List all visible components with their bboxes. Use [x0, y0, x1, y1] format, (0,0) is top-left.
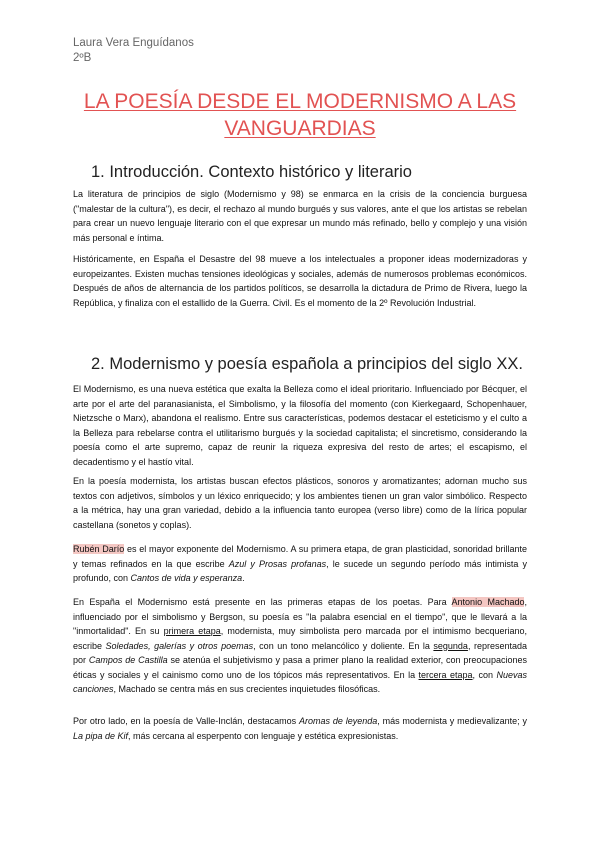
- underlined-term: segunda: [433, 640, 468, 651]
- section2-paragraph-5: [73, 714, 527, 743]
- section1-heading: 1. Introducción. Contexto histórico y literario: [91, 163, 412, 181]
- work-title: Azul y Prosas profanas: [228, 558, 327, 569]
- section2-paragraph-4: [73, 595, 527, 697]
- text-run: , Machado se centra más en sus crecientes inquietudes filosóficas.: [113, 684, 381, 694]
- highlight-antonio-machado: Antonio Machado: [451, 597, 525, 607]
- author-name: Laura Vera Enguídanos: [73, 37, 194, 49]
- work-title: Soledades, galerías y otros poemas: [105, 640, 254, 651]
- text-run: , más cercana al esperpento con lenguaje y estética expresionistas.: [128, 730, 399, 741]
- work-title: Cantos de vida y esperanza: [130, 573, 243, 583]
- section2-paragraph-2: En la poesía modernista, los artistas buscan efectos plásticos, sonoros y aromatizantes; adornan mucho sus textos con adjetivos, símbolos y un léxico enriquecido; y los ambientes tienen un gran valor simbólico. Respecto a la métrica, hay una gran variedad, debido a la influencia tanto europea (verso libre) como de la lírica popular castellana (sonetos y coplas).: [73, 476, 527, 530]
- class-label: 2ºB: [73, 52, 92, 64]
- highlight-ruben-dario: Rubén Darío: [73, 544, 125, 554]
- work-title: Aromas de leyenda: [299, 716, 378, 726]
- text-run: es el mayor exponente del Modernismo. A su primera etapa, de gran plasticidad, sonoridad brillante y temas refinados en la que escribe: [73, 544, 527, 569]
- text-run: , representada por: [73, 640, 527, 665]
- section2-paragraph-1: El Modernismo, es una nueva estética que exalta la Belleza como el ideal prioritario. Influenciado por Bécquer, el arte por el arte del paranasianista, el Simbolismo, y la filosofía del momento (con Kierkegaard, Schopenhauer, Nietzsche o Marx), abandona el realismo. Entre sus características, podemos destacar el esteticismo y el culto a la Belleza para rebelarse contra el utilitarismo burgués y la sociedad capitalista; el sincretismo, considerando la poesía como el arte supremo, capaz de reunir la riqueza expresiva del resto de artes; el escapismo, el decadentismo y el hastío vital.: [73, 384, 527, 467]
- text-run: , con: [472, 669, 497, 680]
- section1-paragraph-2: Históricamente, en España el Desastre del 98 mueve a los intelectuales a proponer ideas modernizadoras y europeizantes. Existen muchas tensiones ideológicas y sociales, además de numerosos problemas económicos. Después de años de alternancia de los partidos políticos, se desarrolla la dictadura de Primo de Rivera, luego la República, y finaliza con el estallido de la Guerra. Civil. Es el momento de la 2º Revolución Industrial.: [73, 254, 527, 308]
- text-run: , influenciado por el simbolismo y Bergson, su poesía es "la palabra esencial en el tiempo", que le llevará a la "inmortalidad". En su: [73, 597, 527, 636]
- text-run: , con un tono melancólico y doliente. En la: [253, 640, 434, 651]
- section2-paragraph-3: [73, 542, 527, 586]
- text-run: , modernista, muy simbolista pero marcada por el intimismo becqueriano, escribe: [73, 626, 527, 651]
- section1-paragraph-1: La literatura de principios de siglo (Modernismo y 98) se enmarca en la crisis de la conciencia burguesa ("malestar de la cultura"), es decir, el rechazo al mundo burgués y sus valores, ante el que los artistas se rebelan para crear un nuevo lenguaje literario con el que expresar un mundo más refinado, bello y complejo y una visión más personal e íntima.: [73, 189, 527, 243]
- underlined-term: primera etapa: [163, 626, 221, 636]
- section2-heading: 2. Modernismo y poesía española a principios del siglo XX.: [91, 355, 523, 373]
- work-title: Nuevas canciones: [73, 669, 527, 694]
- page-title: LA POESÍA DESDE EL MODERNISMO A LAS VANGUARDIAS: [83, 90, 517, 140]
- text-run: En España el Modernismo está presente en las primeras etapas de los poetas. Para: [73, 597, 452, 607]
- work-title: La pipa de Kif: [73, 730, 129, 741]
- text-run: , más modernista y medievalizante; y: [377, 716, 528, 726]
- text-run: Por otro lado, en la poesía de Valle-Inclán, destacamos: [73, 716, 300, 726]
- text-run: .: [242, 573, 245, 583]
- text-run: , le sucede un segundo período más intimista y profundo, con: [73, 558, 527, 583]
- author-block: [73, 36, 194, 66]
- work-title: Campos de Castilla: [88, 655, 168, 665]
- underlined-term: tercera etapa: [418, 669, 473, 680]
- text-run: se atenúa el subjetivismo y pasa a primer plano la realidad exterior, con preocupaciones éticas y sociales y el cainismo como uno de los tópicos más representativos. En la: [73, 655, 527, 680]
